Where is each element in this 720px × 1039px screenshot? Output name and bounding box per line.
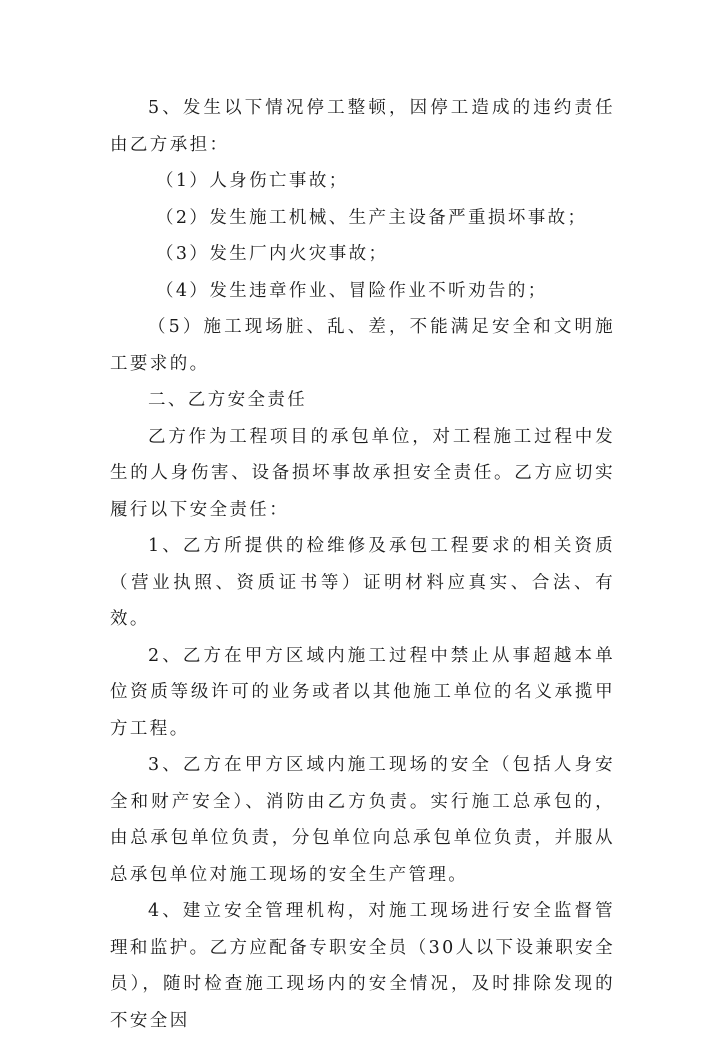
paragraph-clause-2: 2、乙方在甲方区域内施工过程中禁止从事超越本单位资质等级许可的业务或者以其他施工单位的名义承揽甲方工程。 <box>110 645 615 739</box>
list-item-1: （1）人身伤亡事故； <box>156 171 349 191</box>
paragraph-clause-5: 5、发生以下情况停工整顿，因停工造成的违约责任由乙方承担： <box>110 98 615 155</box>
paragraph-intro: 乙方作为工程项目的承包单位，对工程施工过程中发生的人身伤害、设备损坏事故承担安全责任。乙方应切实履行以下安全责任： <box>110 426 615 520</box>
document-body <box>110 90 615 1039</box>
paragraph-clause-3: 3、乙方在甲方区域内施工现场的安全（包括人身安全和财产安全）、消防由乙方负责。实行施工总承包的，由总承包单位负责，分包单位向总承包单位负责，并服从总承包单位对施工现场的安全生产管理。 <box>110 755 615 885</box>
list-item-3: （3）发生厂内火灾事故； <box>156 244 389 264</box>
list-item-4: （4）发生违章作业、冒险作业不听劝告的； <box>156 280 548 301</box>
list-item-5: （5）施工现场脏、乱、差，不能满足安全和文明施工要求的。 <box>110 317 615 374</box>
list-item-2: （2）发生施工机械、生产主设备严重损坏事故； <box>156 207 588 228</box>
paragraph-clause-4: 4、建立安全管理机构，对施工现场进行安全监督管理和监护。乙方应配备专职安全员（30人以下设兼职安全员），随时检查施工现场内的安全情况，及时排除发现的不安全因 <box>110 901 615 1031</box>
section-heading: 二、乙方安全责任 <box>148 390 308 410</box>
paragraph-clause-1: 1、乙方所提供的检维修及承包工程要求的相关资质（营业执照、资质证书等）证明材料应真实、合法、有效。 <box>110 536 615 629</box>
